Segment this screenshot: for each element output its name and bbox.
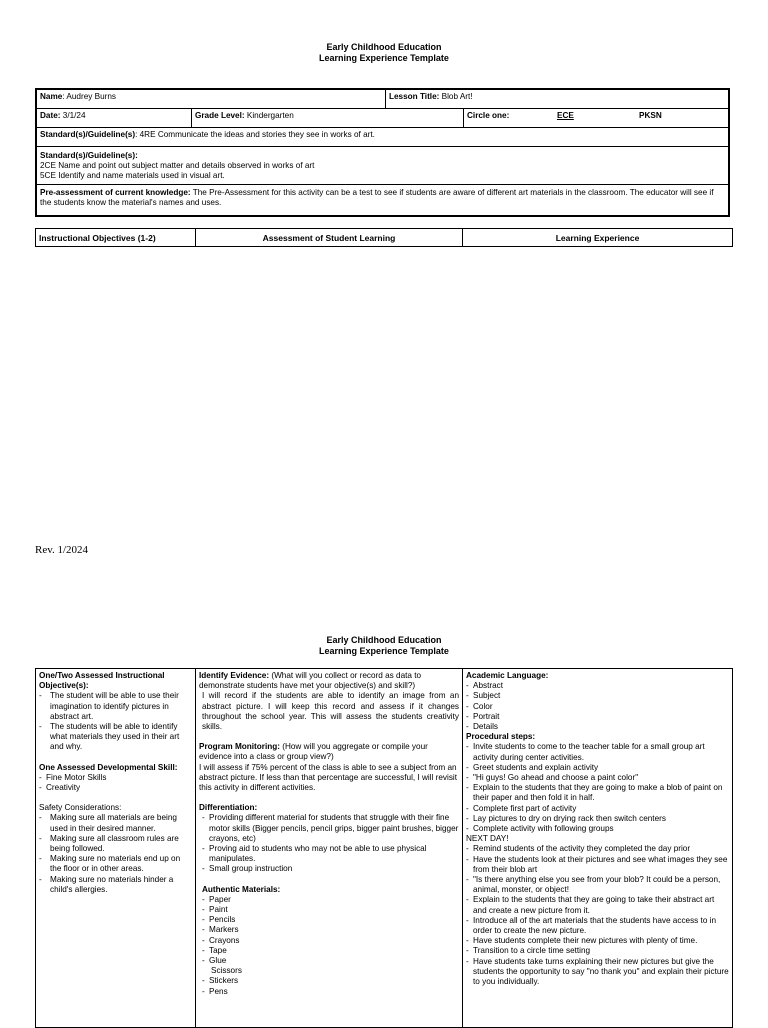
standard-row-2 — [37, 147, 728, 185]
list-item: - Complete first part of activity — [466, 803, 577, 813]
header-line-1: Early Childhood Education — [326, 42, 442, 52]
list-item: - Small group instruction — [202, 864, 293, 874]
monitoring-text: I will assess if 75% percent of the class is able to see a subject from an abstract picture. If less than that percentage are successful, I will revisit this activity in different activities. — [199, 762, 458, 793]
name-row — [37, 90, 728, 109]
name-value: : Audrey Burns — [62, 92, 117, 101]
header-line-2: Learning Experience Template — [319, 52, 449, 63]
list-item: - Introduce all of the art materials that the students have access to in order to create the new picture. — [466, 915, 717, 936]
identify-evidence: Identify Evidence: (What will you collect or record as data to demonstrate students have met your objective(s) and skill?) — [199, 671, 422, 691]
academic-language-title: Academic Language: — [466, 671, 549, 680]
list-item: - Complete activity with following groups — [466, 824, 614, 834]
list-item: - Have the students look at their pictures and see what images they see from their blob art — [466, 854, 728, 874]
authentic-materials-title: Authentic Materials: — [202, 884, 281, 894]
list-item: - Crayons — [202, 935, 240, 945]
pre-assessment-value: The Pre-Assessment for this activity can be a test to see if students are aware of different art materials in the classroom. The educator will see if the students know the material's names and uses. — [40, 188, 714, 207]
standard-2ce: 2CE Name and point out subject matter and details observed in works of art — [40, 161, 315, 170]
evidence-text: I will record if the students are able to identify an image from an abstract picture. I will keep this record and assess if it changes throughout the school year. This will assess the students creativity skills. — [202, 691, 459, 732]
list-item: - Making sure all classroom rules are being followed. — [39, 833, 179, 854]
document-header — [0, 42, 768, 63]
objectives-list — [39, 691, 192, 752]
list-item: - Explain to the students that they are going to make a blob of paint on their paper and then fold it in half. — [466, 783, 723, 803]
lesson-title-cell — [386, 90, 728, 108]
circle-option-pksn[interactable]: PKSN — [639, 111, 662, 120]
list-item: - Making sure no materials hinder a child's allergies. — [39, 874, 174, 894]
program-monitoring: Program Monitoring: (How will you aggregate or compile your evidence into a class or group view?) — [199, 742, 428, 762]
procedural-steps-title: Procedural steps: — [466, 732, 536, 742]
header-assessment: Assessment of Student Learning — [196, 229, 463, 246]
lesson-info-form — [35, 88, 730, 217]
list-item: - Creativity — [39, 783, 81, 793]
list-item: - Greet students and explain activity — [466, 762, 599, 772]
list-item: - Have students take turns explaining their new pictures but give the students the opportunity to say "no thank you" and explain their picture to you individually. — [466, 956, 729, 987]
standard-label-1: Standard(s)/Guideline(s) — [40, 130, 136, 139]
list-item: - Portrait — [466, 711, 500, 721]
list-item: - Abstract — [466, 681, 504, 691]
list-item: - The student will be able to use their imagination to identify pictures in abstract art. — [39, 691, 179, 721]
differentiation-title: Differentiation: — [199, 803, 258, 813]
developmental-skill-title: One Assessed Developmental Skill: — [39, 762, 178, 772]
standard-5ce: 5CE Identify and name materials used in visual art. — [40, 171, 225, 180]
circle-one-cell — [464, 109, 728, 127]
standard-row-1 — [37, 128, 728, 147]
list-item: - Paper — [202, 894, 231, 904]
list-item: - Proving aid to students who may not be able to use physical manipulates. — [202, 844, 427, 864]
list-item: - Have students complete their new pictures with plenty of time. — [466, 936, 698, 946]
objectives-column — [36, 669, 196, 1027]
grade-level-value: Kindergarten — [244, 111, 294, 120]
document-header-page-2 — [0, 635, 768, 656]
date-row — [37, 109, 728, 128]
list-item: - Remind students of the activity they completed the day prior — [466, 844, 691, 854]
grade-level-label: Grade Level: — [195, 111, 245, 120]
date-value: 3/1/24 — [60, 111, 86, 120]
circle-option-ece[interactable]: ECE — [557, 111, 574, 120]
list-item: - Glue — [202, 956, 227, 966]
list-item: - Making sure no materials end up on the floor or in other areas. — [39, 854, 181, 874]
list-item: - Providing different material for students that struggle with their fine motor skills (Bigger pencils, pencil grips, bigger paint brushes, bigger crayons, etc) — [202, 813, 459, 843]
lesson-title-value: Blob Art! — [439, 92, 473, 101]
name-cell — [37, 90, 386, 108]
next-day-label: NEXT DAY! — [466, 834, 509, 844]
list-item: - Subject — [466, 691, 501, 701]
name-label: Name — [40, 92, 63, 101]
pre-assessment-row — [37, 185, 728, 215]
list-item: - Fine Motor Skills — [39, 772, 107, 782]
assessment-column — [196, 669, 463, 1027]
list-item: - Lay pictures to dry on drying rack then switch centers — [466, 813, 666, 823]
list-item: - Tape — [202, 945, 227, 955]
list-item: - Invite students to come to the teacher table for a small group art activity during center activities. — [466, 742, 705, 762]
date-cell — [37, 109, 192, 127]
lesson-title-label: Lesson Title: — [389, 92, 440, 101]
header-line-2: Learning Experience Template — [319, 645, 449, 656]
header-instructional-objectives: Instructional Objectives (1-2) — [36, 229, 196, 246]
objectives-title: One/Two Assessed Instructional Objective(s): — [39, 671, 165, 691]
standard-cell-2 — [37, 147, 317, 184]
list-item: - Pencils — [202, 915, 236, 925]
learning-experience-column — [463, 669, 732, 1027]
list-item: - Transition to a circle time setting — [466, 946, 591, 956]
list-item: - Paint — [202, 905, 228, 915]
list-item: - "Hi guys! Go ahead and choose a paint color" — [466, 773, 639, 783]
revision-note: Rev. 1/2024 — [35, 544, 89, 556]
circle-one-label: Circle one: — [467, 111, 510, 120]
list-item: - Pens — [202, 986, 228, 996]
pre-assessment-label: Pre-assessment of current knowledge: — [40, 188, 191, 197]
list-item: - Explain to the students that they are going to take their abstract art and create a new picture from it. — [466, 895, 715, 915]
standard-cell-1 — [37, 128, 378, 146]
list-item: - The students will be able to identify what materials they used in their art and why. — [39, 722, 180, 752]
header-learning-experience: Learning Experience — [555, 232, 640, 243]
standard-label-2: Standard(s)/Guideline(s): — [40, 151, 138, 160]
list-item: - Stickers — [202, 976, 239, 986]
lesson-detail-table — [35, 668, 733, 1028]
standard-value-1: : 4RE Communicate the ideas and stories they see in works of art. — [135, 130, 375, 139]
pre-assessment-cell — [37, 185, 728, 215]
objectives-table-header — [35, 228, 733, 247]
safety-title: Safety Considerations: — [39, 803, 122, 813]
list-item: - Details — [466, 722, 499, 732]
list-item: - Color — [466, 701, 493, 711]
list-item: Scissors — [211, 966, 242, 976]
grade-level-cell — [192, 109, 464, 127]
list-item: - "Is there anything else you see from your blob? It could be a person, animal, monster, or object! — [466, 875, 721, 895]
header-line-1: Early Childhood Education — [326, 635, 442, 645]
date-label: Date: — [40, 111, 61, 120]
list-item: - Markers — [202, 925, 239, 935]
list-item: - Making sure all materials are being used in their desired manner. — [39, 813, 177, 833]
materials-list — [199, 895, 459, 997]
